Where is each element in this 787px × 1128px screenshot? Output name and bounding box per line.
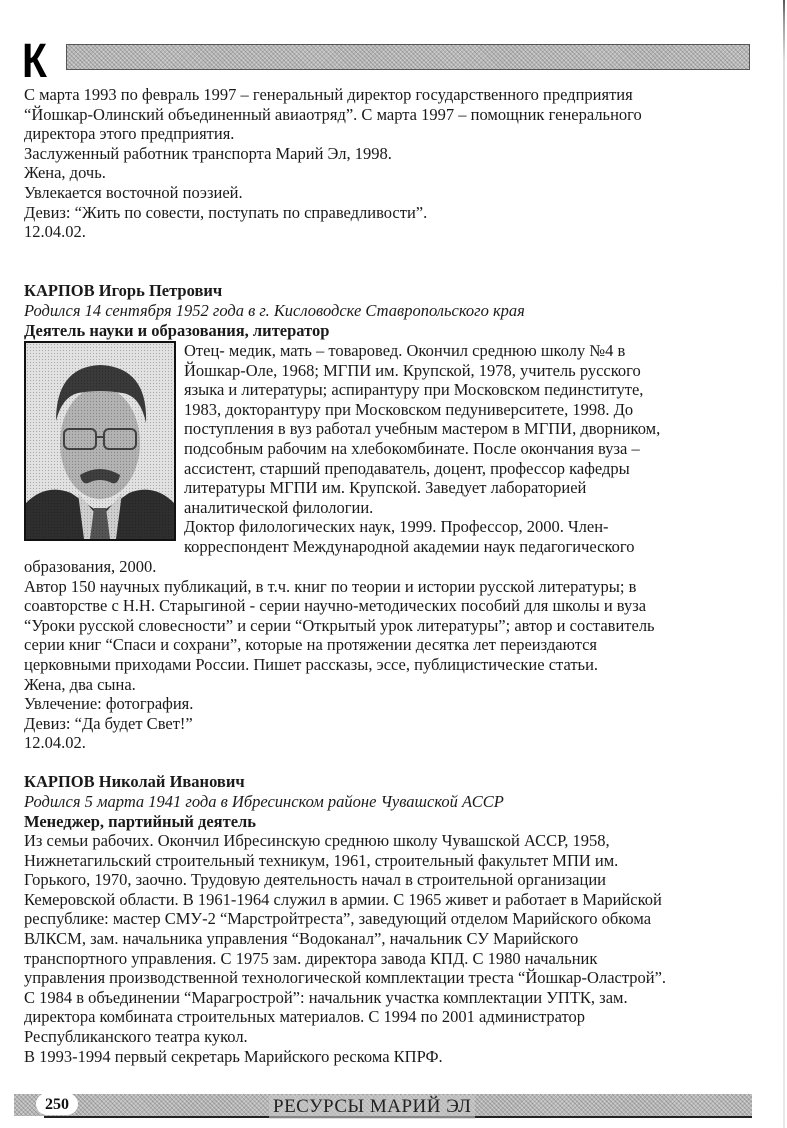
text-line: Из семьи рабочих. Окончил Ибресинскую среднюю школу Чувашской АССР, 1958, bbox=[24, 831, 610, 850]
entry-body bbox=[24, 831, 744, 1066]
entry-name bbox=[24, 281, 744, 301]
header-decorative-bar bbox=[66, 44, 750, 70]
text-line: ассистент, старший преподаватель, доцент, профессор кафедры bbox=[184, 458, 630, 478]
text-line: серии книг “Спаси и сохрани”, которые на протяжении десятка лет переиздаются bbox=[24, 635, 598, 655]
text-line: Девиз: “Да будет Свет!” bbox=[24, 713, 193, 733]
text-line: Увлечение: фотография. bbox=[24, 694, 194, 714]
section-header bbox=[22, 35, 760, 88]
footer-title: РЕСУРСЫ МАРИЙ ЭЛ bbox=[269, 1095, 475, 1119]
text-line: директора этого предприятия. bbox=[24, 124, 235, 144]
text-line: Нижнетагильский строительный техникум, 1961, строительный факультет МПИ им. bbox=[24, 850, 619, 870]
entry-role: Менеджер, партийный деятель bbox=[24, 811, 256, 831]
text-line: Жена, дочь. bbox=[24, 163, 106, 183]
page-footer bbox=[14, 1094, 754, 1118]
entry-body-wrapped bbox=[184, 341, 744, 557]
text-line: директора комбината строительных материалов. С 1994 по 2001 администратор bbox=[24, 1007, 585, 1027]
text-line: Йошкар-Оле, 1968; МГПИ им. Крупской, 1978, учитель русского bbox=[184, 360, 641, 380]
text-line: аналитической филологии. bbox=[184, 497, 374, 517]
text-line: Доктор филологических наук, 1999. Профессор, 2000. Член- bbox=[184, 517, 609, 537]
entry-role: Деятель науки и образования, литератор bbox=[24, 320, 330, 340]
entry-birth: Родился 5 марта 1941 года в Ибресинском районе Чувашской АССР bbox=[24, 792, 504, 811]
text-line: 12.04.02. bbox=[24, 733, 86, 753]
text-line: 12.04.02. bbox=[24, 222, 86, 242]
text-line: Кемеровской области. В 1961-1964 служил в армии. С 1965 живет и работает в Марийской bbox=[24, 889, 662, 909]
text-line: “Йошкар-Олинский объединенный авиаотряд”. С марта 1997 – помощник генерального bbox=[24, 104, 642, 124]
text-line: корреспондент Международной академии наук педагогического bbox=[184, 536, 635, 556]
entry-name bbox=[24, 772, 744, 792]
text-line: церковными приходами России. Пишет рассказы, эссе, публицистические статьи. bbox=[24, 654, 599, 674]
portrait-image bbox=[26, 343, 174, 539]
entry-given-names: Николай Иванович bbox=[98, 772, 245, 791]
entry-continuation bbox=[24, 85, 744, 242]
text-line: Заслуженный работник транспорта Марий Эл, 1998. bbox=[24, 143, 392, 163]
entry-header-karpov-igor bbox=[24, 281, 744, 340]
text-line: С марта 1993 по февраль 1997 – генеральный директор государственного предприятия bbox=[24, 85, 633, 104]
text-line: Девиз: “Жить по совести, поступать по справедливости”. bbox=[24, 202, 428, 222]
text-line: республике: мастер СМУ-2 “Марстройтреста”, заведующий отделом Марийского обкома bbox=[24, 909, 652, 929]
scan-edge bbox=[783, 0, 785, 1128]
entry-header-karpov-nikolai bbox=[24, 772, 744, 831]
page-number: 250 bbox=[36, 1093, 78, 1115]
text-line: подсобным рабочим на хлебокомбинате. После окончания вуза – bbox=[184, 438, 640, 458]
text-line: В 1993-1994 первый секретарь Марийского рескома КПРФ. bbox=[24, 1046, 443, 1066]
text-line: Жена, два сына. bbox=[24, 674, 136, 694]
text-line: языка и литературы; аспирантуру при Московском пединституте, bbox=[184, 380, 644, 400]
text-line: С 1984 в объединении “Марагрострой”: начальник участка комплектации УПТК, зам. bbox=[24, 987, 628, 1007]
text-line: образования, 2000. bbox=[24, 557, 157, 576]
text-line: соавторстве с Н.Н. Старыгиной - серии научно-методических пособий для школы и вуза bbox=[24, 596, 647, 616]
text-line: Автор 150 научных публикаций, в т.ч. книг по теории и истории русской литературы; в bbox=[24, 576, 637, 596]
text-line: Увлекается восточной поэзией. bbox=[24, 182, 243, 202]
text-line: Горького, 1970, заочно. Трудовую деятельность начал в строительной организации bbox=[24, 870, 606, 890]
text-line: управления производственной технологической комплектации треста “Йошкар-Оластрой”. bbox=[24, 968, 667, 988]
text-line: транспортного управления. С 1975 зам. директора завода КПД. С 1980 начальник bbox=[24, 948, 598, 968]
entry-birth: Родился 14 сентября 1952 года в г. Кисловодске Ставропольского края bbox=[24, 301, 525, 320]
text-line: литературы МГПИ им. Крупской. Заведует лабораторией bbox=[184, 478, 587, 498]
entry-surname: КАРПОВ bbox=[24, 281, 95, 300]
text-line: “Уроки русской словесности” и серии “Открытый урок литературы”; автор и составитель bbox=[24, 615, 655, 635]
text-line: 1983, докторантуру при Московском педуниверситете, 1998. До bbox=[184, 399, 634, 419]
text-line: Отец- медик, мать – товаровед. Окончил среднюю школу №4 в bbox=[184, 341, 626, 360]
entry-surname: КАРПОВ bbox=[24, 772, 95, 791]
text-line: Республиканского театра кукол. bbox=[24, 1026, 248, 1046]
entry-given-names: Игорь Петрович bbox=[98, 281, 223, 300]
portrait-photo bbox=[24, 341, 176, 541]
text-line: ВЛКСМ, зам. начальника управления “Водоканал”, начальник СУ Марийского bbox=[24, 928, 579, 948]
entry-body bbox=[24, 557, 744, 753]
text-line: поступления в вуз работал учебным мастером в МГПИ, дворником, bbox=[184, 419, 661, 439]
section-letter: К bbox=[22, 35, 47, 88]
